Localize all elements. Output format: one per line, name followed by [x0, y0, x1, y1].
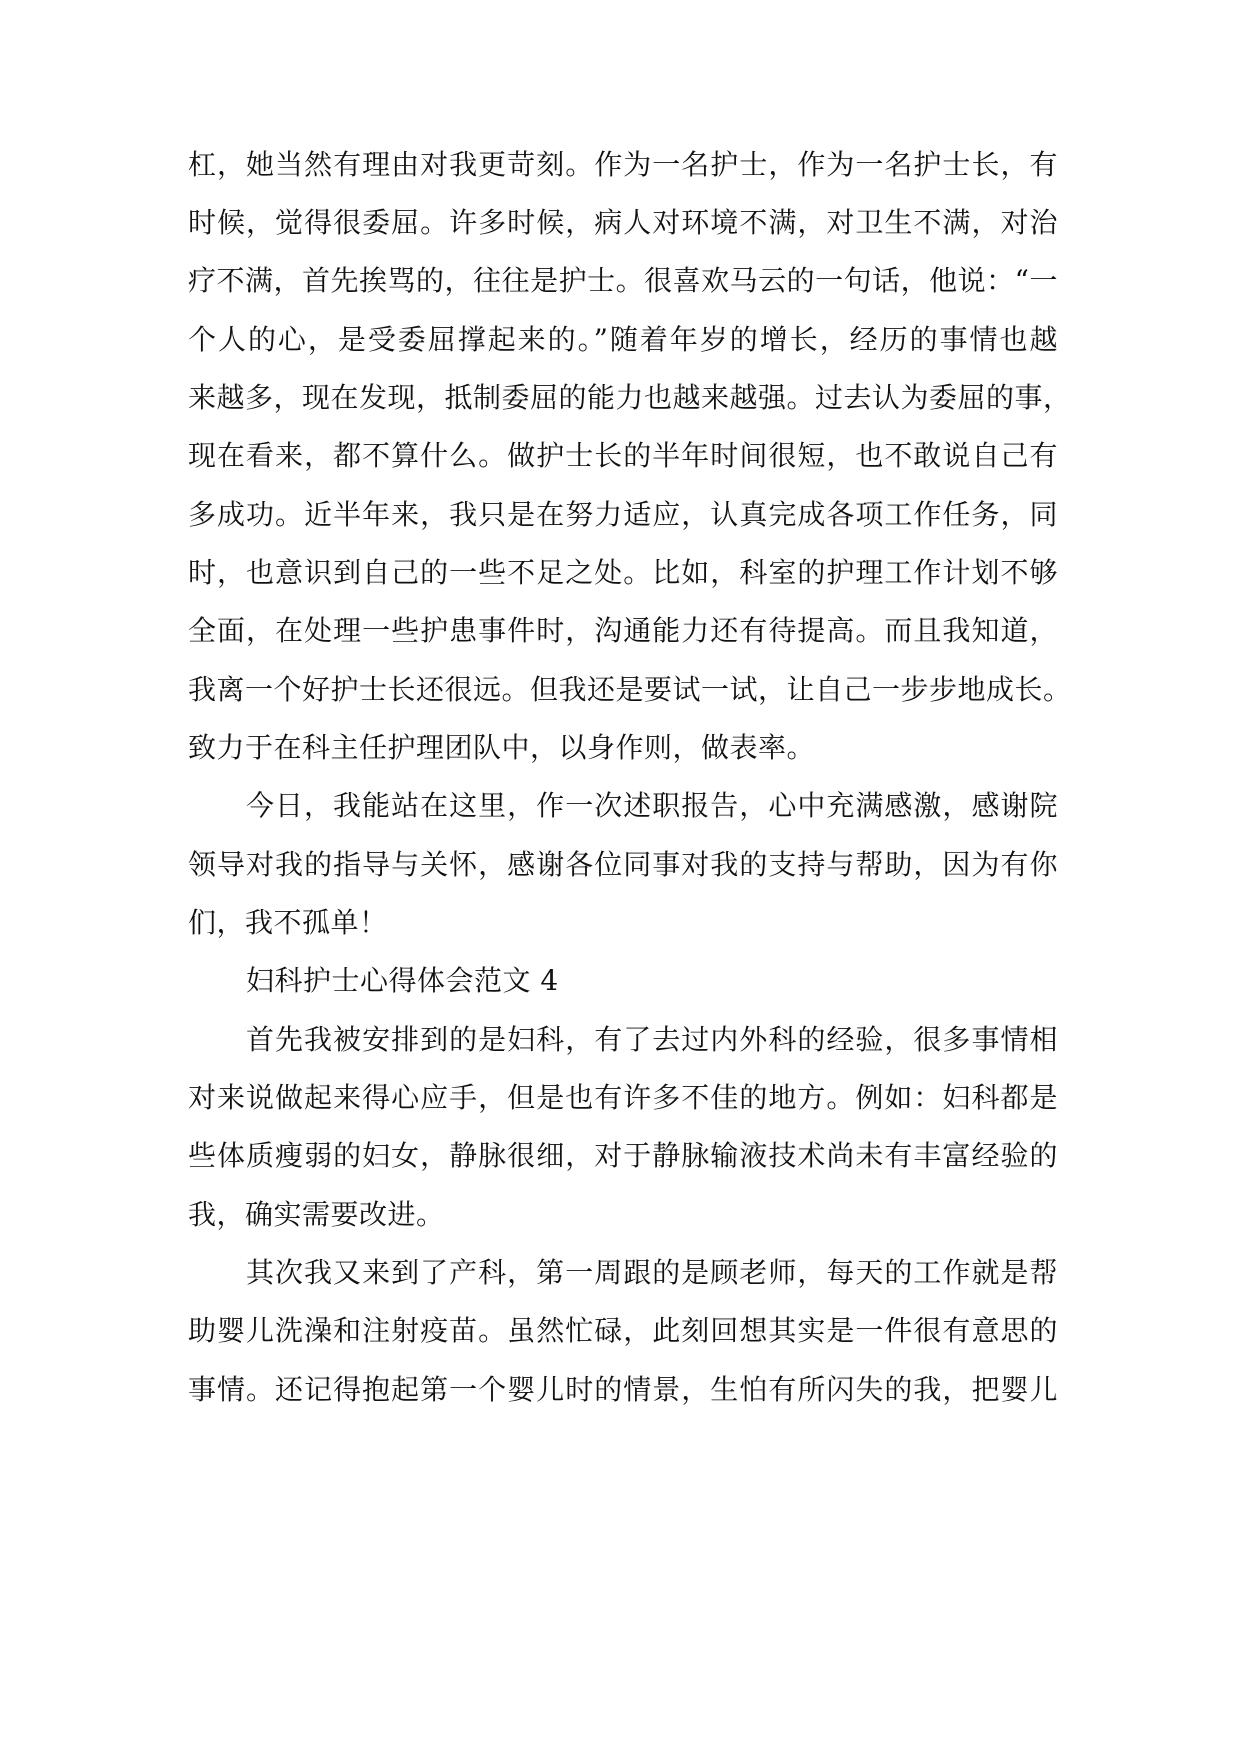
text-line: 时候，觉得很委屈。许多时候，病人对环境不满，对卫生不满，对治 — [188, 206, 1058, 239]
text-line: 我，确实需要改进。 — [188, 1198, 445, 1231]
text-line: 致力于在科主任护理团队中，以身作则，做表率。 — [188, 731, 816, 764]
text-line: 现在看来，都不算什么。做护士长的半年时间很短，也不敢说自己有 — [188, 439, 1058, 472]
text-line: 多成功。近半年来，我只是在努力适应，认真完成各项工作任务，同 — [188, 498, 1058, 531]
text-line: 个人的心，是受委屈撑起来的。”随着年岁的增长，经历的事情也越 — [188, 323, 1058, 356]
text-line: 时，也意识到自己的一些不足之处。比如，科室的护理工作计划不够 — [188, 556, 1058, 589]
text-line: 全面，在处理一些护患事件时，沟通能力还有待提高。而且我知道， — [188, 614, 1058, 647]
paragraph-first-line: 其次我又来到了产科，第一周跟的是顾老师，每天的工作就是帮 — [246, 1256, 1058, 1289]
text-line: 领导对我的指导与关怀，感谢各位同事对我的支持与帮助，因为有你 — [188, 848, 1058, 881]
section-heading: 妇科护士心得体会范文 4 — [246, 964, 559, 997]
text-line: 我离一个好护士长还很远。但我还是要试一试，让自己一步步地成长。 — [188, 673, 1072, 706]
text-line: 杠，她当然有理由对我更苛刻。作为一名护士，作为一名护士长，有 — [188, 148, 1058, 181]
text-line: 们，我不孤单！ — [188, 906, 388, 939]
text-line: 对来说做起来得心应手，但是也有许多不佳的地方。例如：妇科都是 — [188, 1081, 1058, 1114]
text-line: 来越多，现在发现，抵制委屈的能力也越来越强。过去认为委屈的事， — [188, 381, 1072, 414]
text-line: 些体质瘦弱的妇女，静脉很细，对于静脉输液技术尚未有丰富经验的 — [188, 1139, 1058, 1172]
paragraph-first-line: 今日，我能站在这里，作一次述职报告，心中充满感激，感谢院 — [246, 789, 1058, 822]
text-line: 疗不满，首先挨骂的，往往是护士。很喜欢马云的一句话，他说：“一 — [188, 264, 1058, 297]
text-line: 助婴儿洗澡和注射疫苗。虽然忙碌，此刻回想其实是一件很有意思的 — [188, 1314, 1058, 1347]
text-line: 事情。还记得抱起第一个婴儿时的情景，生怕有所闪失的我，把婴儿 — [188, 1373, 1058, 1406]
paragraph-first-line: 首先我被安排到的是妇科，有了去过内外科的经验，很多事情相 — [246, 1023, 1058, 1056]
